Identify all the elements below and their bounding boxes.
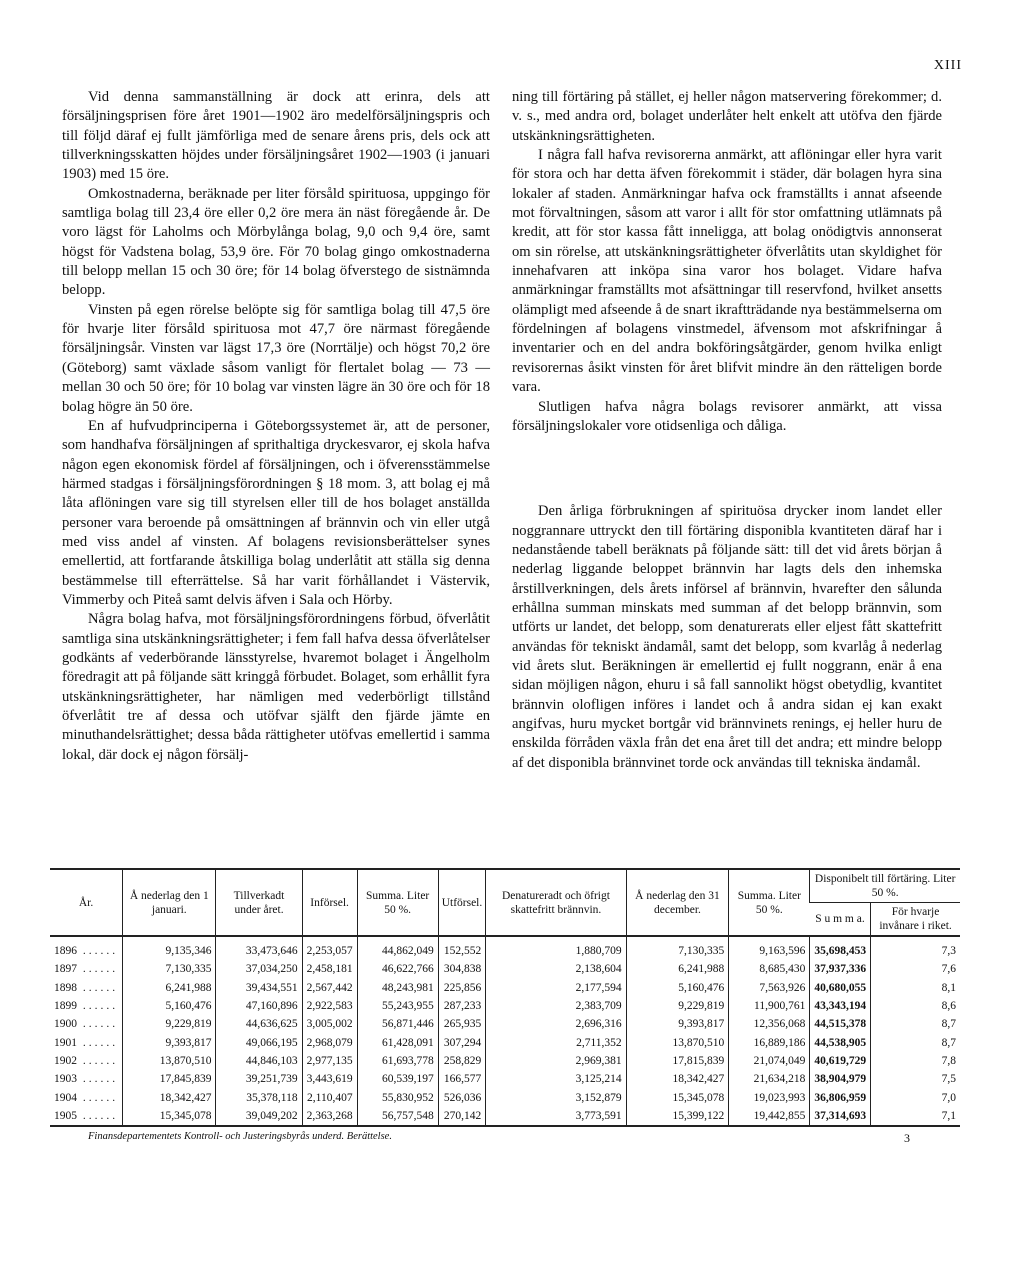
- table-cell: 7,563,926: [729, 979, 810, 997]
- table-cell: 9,393,817: [123, 1033, 216, 1051]
- table-cell: 1,880,709: [486, 936, 626, 960]
- table-cell: 37,034,250: [216, 960, 302, 978]
- table-cell: 2,977,135: [302, 1052, 357, 1070]
- table-cell: 7,3: [871, 936, 960, 960]
- table-cell: 2,696,316: [486, 1015, 626, 1033]
- table-cell: 304,838: [438, 960, 486, 978]
- table-cell: 7,1: [871, 1107, 960, 1126]
- table-cell: 61,428,091: [357, 1033, 438, 1051]
- table-cell: 2,968,079: [302, 1033, 357, 1051]
- table-row: [50, 1070, 960, 1088]
- table-cell: 225,856: [438, 979, 486, 997]
- consumption-table-wrap: [50, 868, 960, 1149]
- paragraph: ning till förtäring på stället, ej heller någon matservering förekommer; d. v. s., med andra ord, bolaget underlåter helt enkelt att utöfva den fjärde utskänkningsrättigheten.: [512, 89, 942, 144]
- table-cell: 21,074,049: [729, 1052, 810, 1070]
- table-cell: 15,345,078: [123, 1107, 216, 1126]
- table-cell: 18,342,427: [626, 1070, 729, 1088]
- table-cell: 3,152,879: [486, 1088, 626, 1106]
- table-cell: 3,443,619: [302, 1070, 357, 1088]
- table-cell: 55,830,952: [357, 1088, 438, 1106]
- table-cell: 2,458,181: [302, 960, 357, 978]
- table-cell: 40,680,055: [810, 979, 871, 997]
- table-cell: 9,229,819: [626, 997, 729, 1015]
- table-cell: 3,773,591: [486, 1107, 626, 1126]
- header-year: År.: [50, 869, 123, 936]
- table-cell: 60,539,197: [357, 1070, 438, 1088]
- table-cell: 13,870,510: [123, 1052, 216, 1070]
- header-inforsel: Införsel.: [302, 869, 357, 936]
- year-cell: 1899 ......: [54, 1000, 119, 1013]
- paragraph: Omkostnaderna, beräknade per liter försåld spirituosa, uppgingo för samtliga bolag till 23,4 öre eller 0,2 öre mera än näst föregående år. De voro lägst för Laholms och Mörbylånga bolag, 9,0 och 9,4 öre, samt högst för Vadstena bolag, 53,9 öre. För 70 bolag gingo omkostnaderna till belopp mellan 15 och 30 öre; för 14 bolag öfverstego de sistnämnda belopp.: [62, 185, 490, 299]
- paragraph: Slutligen hafva några bolags revisorer anmärkt, att vissa försäljningslokaler vore otidsenliga och dåliga.: [512, 398, 942, 434]
- header-summa-total: S u m m a.: [810, 903, 871, 937]
- table-cell: 8,7: [871, 1033, 960, 1051]
- table-cell: 6,241,988: [626, 960, 729, 978]
- table-cell: 2,177,594: [486, 979, 626, 997]
- table-cell: 3,005,002: [302, 1015, 357, 1033]
- table-row: [50, 997, 960, 1015]
- paragraph: Några bolag hafva, mot försäljningsförordningens förbud, öfverlåtit samtliga sina utskänkningsrättigheter; i fem fall hafva dessa öfverlåtelser godkänts af vederbörande länsstyrelse, hvaremot bolaget i Ängelholm föredragit att på följande sätt kringgå förbudet. Bolaget, som erhållit fyra utskänkningsrättigheter, har nämligen med vederbörligt tillstånd öfverlåtit tre af dessa och utöfvar själft den fjärde jämte en minuthandelsrättighet; dessa båda rättigheter utöfvas emellertid i samma lokal, där dock ej någon försälj-: [62, 611, 490, 763]
- table-cell: 39,049,202: [216, 1107, 302, 1126]
- table-cell: 56,757,548: [357, 1107, 438, 1126]
- table-cell: 40,619,729: [810, 1052, 871, 1070]
- table-row: [50, 1033, 960, 1051]
- table-cell: 55,243,955: [357, 997, 438, 1015]
- table-row: [50, 1015, 960, 1033]
- paragraph: Vinsten på egen rörelse belöpte sig för samtliga bolag till 47,5 öre för hvarje liter försåld spirituosa mot 47,7 öre närmast föregående försäljningsår. Vinsten var lägst 17,3 öre (Norrtälje) och högst 70,2 öre (Göteborg) samt växlade såsom vanligt för flertalet bolag — 73 — mellan 30 och 50 öre; för 10 bolag var vinsten lägre än 30 öre och för 18 bolag högre än 50 öre.: [62, 301, 490, 415]
- table-row: [50, 1052, 960, 1070]
- table-cell: 2,969,381: [486, 1052, 626, 1070]
- table-cell: 9,135,346: [123, 936, 216, 960]
- table-cell: 46,622,766: [357, 960, 438, 978]
- table-cell: 37,314,693: [810, 1107, 871, 1126]
- year-cell: 1904 ......: [54, 1091, 119, 1104]
- year-cell: 1901 ......: [54, 1036, 119, 1049]
- year-cell: 1896 ......: [54, 945, 119, 958]
- table-cell: 37,937,336: [810, 960, 871, 978]
- left-column: [62, 88, 490, 765]
- table-cell: 49,066,195: [216, 1033, 302, 1051]
- consumption-table: [50, 868, 960, 1127]
- table-cell: 44,862,049: [357, 936, 438, 960]
- table-cell: 8,685,430: [729, 960, 810, 978]
- table-cell: 35,698,453: [810, 936, 871, 960]
- paragraph: Vid denna sammanställning är dock att erinra, dels att försäljningsprisen före året 1901—1902 äro medelförsäljningspris och till följd däraf ej fullt jämförliga med de senare årens pris, dels ock att tillverkningsskatten höjdes under försäljningsåret 1902—1903 (i januari 1903) med 15 öre.: [62, 89, 490, 183]
- table-cell: 7,130,335: [123, 960, 216, 978]
- table-cell: 19,023,993: [729, 1088, 810, 1106]
- paragraph: En af hufvudprinciperna i Göteborgssystemet är, att de personer, som handhafva försäljningen af sprithaltiga dryckesvaror, ej skola hafva någon egen ekonomisk fördel af försäljningen, och i öfverensstämmelse härmed stadgas i försäljningsförordningen § 18 mom. 3, att bolag ej må låta aflöningen vare sig till styrelsen eller till de hos bolaget anställda personer vara beroende på omsättningen af brännvin och vin eller utgå med viss andel af vinsten. Af bolagens revisionsberättelser synes emellertid, att fortfarande åtskilliga bolag underlåtit att ställa sig denna bestämmelse till efterrättelse. Så har varit förhållandet i Västervik, Vimmerby och Piteå samt delvis äfven i Sala och Hörby.: [62, 417, 490, 608]
- table-cell: 2,110,407: [302, 1088, 357, 1106]
- table-cell: 15,345,078: [626, 1088, 729, 1106]
- table-row: [50, 1088, 960, 1106]
- table-cell: 38,904,979: [810, 1070, 871, 1088]
- table-cell: 5,160,476: [626, 979, 729, 997]
- table-cell: 7,8: [871, 1052, 960, 1070]
- table-cell: 44,515,378: [810, 1015, 871, 1033]
- table-cell: 526,036: [438, 1088, 486, 1106]
- table-cell: 9,393,817: [626, 1015, 729, 1033]
- table-cell: 43,343,194: [810, 997, 871, 1015]
- header-summa: Summa. Liter 50 %.: [729, 869, 810, 936]
- table-cell: 6,241,988: [123, 979, 216, 997]
- table-cell: 3,125,214: [486, 1070, 626, 1088]
- table-cell: 44,538,905: [810, 1033, 871, 1051]
- year-cell: 1898 ......: [54, 981, 119, 994]
- table-cell: 19,442,855: [729, 1107, 810, 1126]
- table-source: Finansdepartementets Kontroll- och Justeringsbyrås underd. Berättelse.: [88, 1130, 392, 1142]
- header-utforsel: Utförsel.: [438, 869, 486, 936]
- table-cell: 35,378,118: [216, 1088, 302, 1106]
- table-cell: 2,253,057: [302, 936, 357, 960]
- table-footer: [50, 1129, 960, 1149]
- year-cell: 1902 ......: [54, 1054, 119, 1067]
- table-cell: 17,815,839: [626, 1052, 729, 1070]
- table-row: [50, 960, 960, 978]
- table-cell: 39,251,739: [216, 1070, 302, 1088]
- header-per-invanare: För hvarje invånare i riket.: [871, 903, 960, 937]
- table-row: [50, 936, 960, 960]
- table-row: [50, 979, 960, 997]
- table-cell: 39,434,551: [216, 979, 302, 997]
- table-row: [50, 1107, 960, 1126]
- table-cell: 36,806,959: [810, 1088, 871, 1106]
- table-cell: 47,160,896: [216, 997, 302, 1015]
- paragraph: Den årliga förbrukningen af spirituösa drycker inom landet eller noggrannare uttryckt den till förtäring disponibla kvantiteten däraf har i nedanstående tabell beräknats på följande sätt: till det vid årets början å nederlag liggande beloppet brännvin har lagts dels den inhemska årstillverkningen, dels årets införsel af brännvin, hvarefter den sålunda erhållna summan minskats med summan af det belopp brännvin, som utförts ur landet, det belopp, som denaturerats eller eljest fått skattefritt användas för tekniskt ändamål, samt det belopp, som kvarlåg å nederlag vid årets slut. Beräkningen är emellertid ej fullt noggrann, enär å ena sidan möjligen någon, ehuru i så fall sannolikt högst obetydlig, kvantitet brännvin olofligen införes i landet och å andra sidan ej kan exakt angifvas, huru mycket bortgår vid brännvinets renings, ej heller huru de enskilda förråden växla från det ena året till det andra; ett mindre belopp af det disponibla brännvinet torde ock användas till tekniska ändamål.: [512, 503, 942, 771]
- section-gap: [512, 436, 942, 502]
- table-cell: 270,142: [438, 1107, 486, 1126]
- table-cell: 2,567,442: [302, 979, 357, 997]
- table-cell: 44,846,103: [216, 1052, 302, 1070]
- header-summa: Summa. Liter 50 %.: [357, 869, 438, 936]
- table-cell: 11,900,761: [729, 997, 810, 1015]
- table-cell: 5,160,476: [123, 997, 216, 1015]
- footnote-number: 3: [904, 1130, 910, 1145]
- table-cell: 8,7: [871, 1015, 960, 1033]
- table-cell: 258,829: [438, 1052, 486, 1070]
- table-cell: 21,634,218: [729, 1070, 810, 1088]
- table-cell: 48,243,981: [357, 979, 438, 997]
- table-cell: 2,363,268: [302, 1107, 357, 1126]
- table-cell: 152,552: [438, 936, 486, 960]
- table-cell: 7,6: [871, 960, 960, 978]
- table-cell: 13,870,510: [626, 1033, 729, 1051]
- table-cell: 265,935: [438, 1015, 486, 1033]
- table-cell: 9,163,596: [729, 936, 810, 960]
- table-cell: 7,130,335: [626, 936, 729, 960]
- table-cell: 9,229,819: [123, 1015, 216, 1033]
- header-denaturerat: Denatureradt och öfrigt skattefritt brännvin.: [486, 869, 626, 936]
- table-body: [50, 936, 960, 1126]
- year-cell: 1897 ......: [54, 963, 119, 976]
- table-cell: 7,5: [871, 1070, 960, 1088]
- table-cell: 16,889,186: [729, 1033, 810, 1051]
- table-cell: 61,693,778: [357, 1052, 438, 1070]
- table-cell: 15,399,122: [626, 1107, 729, 1126]
- page-number: XIII: [933, 58, 962, 73]
- table-cell: 8,6: [871, 997, 960, 1015]
- table-cell: 8,1: [871, 979, 960, 997]
- header-tillverkadt: Tillverkadt under året.: [216, 869, 302, 936]
- table-cell: 44,636,625: [216, 1015, 302, 1033]
- table-cell: 2,922,583: [302, 997, 357, 1015]
- table-cell: 17,845,839: [123, 1070, 216, 1088]
- table-cell: 33,473,646: [216, 936, 302, 960]
- table-cell: 18,342,427: [123, 1088, 216, 1106]
- table-cell: 7,0: [871, 1088, 960, 1106]
- table-cell: 2,138,604: [486, 960, 626, 978]
- table-cell: 12,356,068: [729, 1015, 810, 1033]
- header-nederlag-start: Å nederlag den 1 januari.: [123, 869, 216, 936]
- year-cell: 1905 ......: [50, 1107, 123, 1126]
- table-cell: 166,577: [438, 1070, 486, 1088]
- table-cell: 2,383,709: [486, 997, 626, 1015]
- year-cell: 1900 ......: [54, 1018, 119, 1031]
- header-nederlag-end: Å nederlag den 31 december.: [626, 869, 729, 936]
- year-cell: 1903 ......: [54, 1073, 119, 1086]
- header-disponibelt: Disponibelt till förtäring. Liter 50 %.: [810, 869, 960, 903]
- table-cell: 307,294: [438, 1033, 486, 1051]
- table-cell: 56,871,446: [357, 1015, 438, 1033]
- paragraph: I några fall hafva revisorerna anmärkt, att aflöningar eller hyra varit för stora och har detta äfven förekommit i städer, där bolagen hyra sina lokaler af staden. Anmärkningar hafva ock framställts i annat afseende mot förvaltningen, såsom att varor i allt för stor omfattning utlämnats på kredit, att för stor kassa fått inneligga, att bolag onödigtvis annonserat om sin rörelse, att utskänkningsrättigheter öfverlåtits utan skyldighet för innehafvaren att inköpa sina varor hos bolaget. Vidare hafva anmärkningar framställts mot afsättningar till reservfond, hvilket ansetts olämpligt med afseende å de snart ikraftträdande nya bestämmelserna om fördelningen af bolagens vinstmedel, äfvensom mot afskrifningar å inventarier och en del andra bokföringsåtgärder, genom hvilka enligt revisorernas åsikt vinsten för året blifvit mindre än den rätteligen borde vara.: [512, 147, 942, 396]
- right-column: [512, 88, 942, 773]
- table-cell: 2,711,352: [486, 1033, 626, 1051]
- table-cell: 287,233: [438, 997, 486, 1015]
